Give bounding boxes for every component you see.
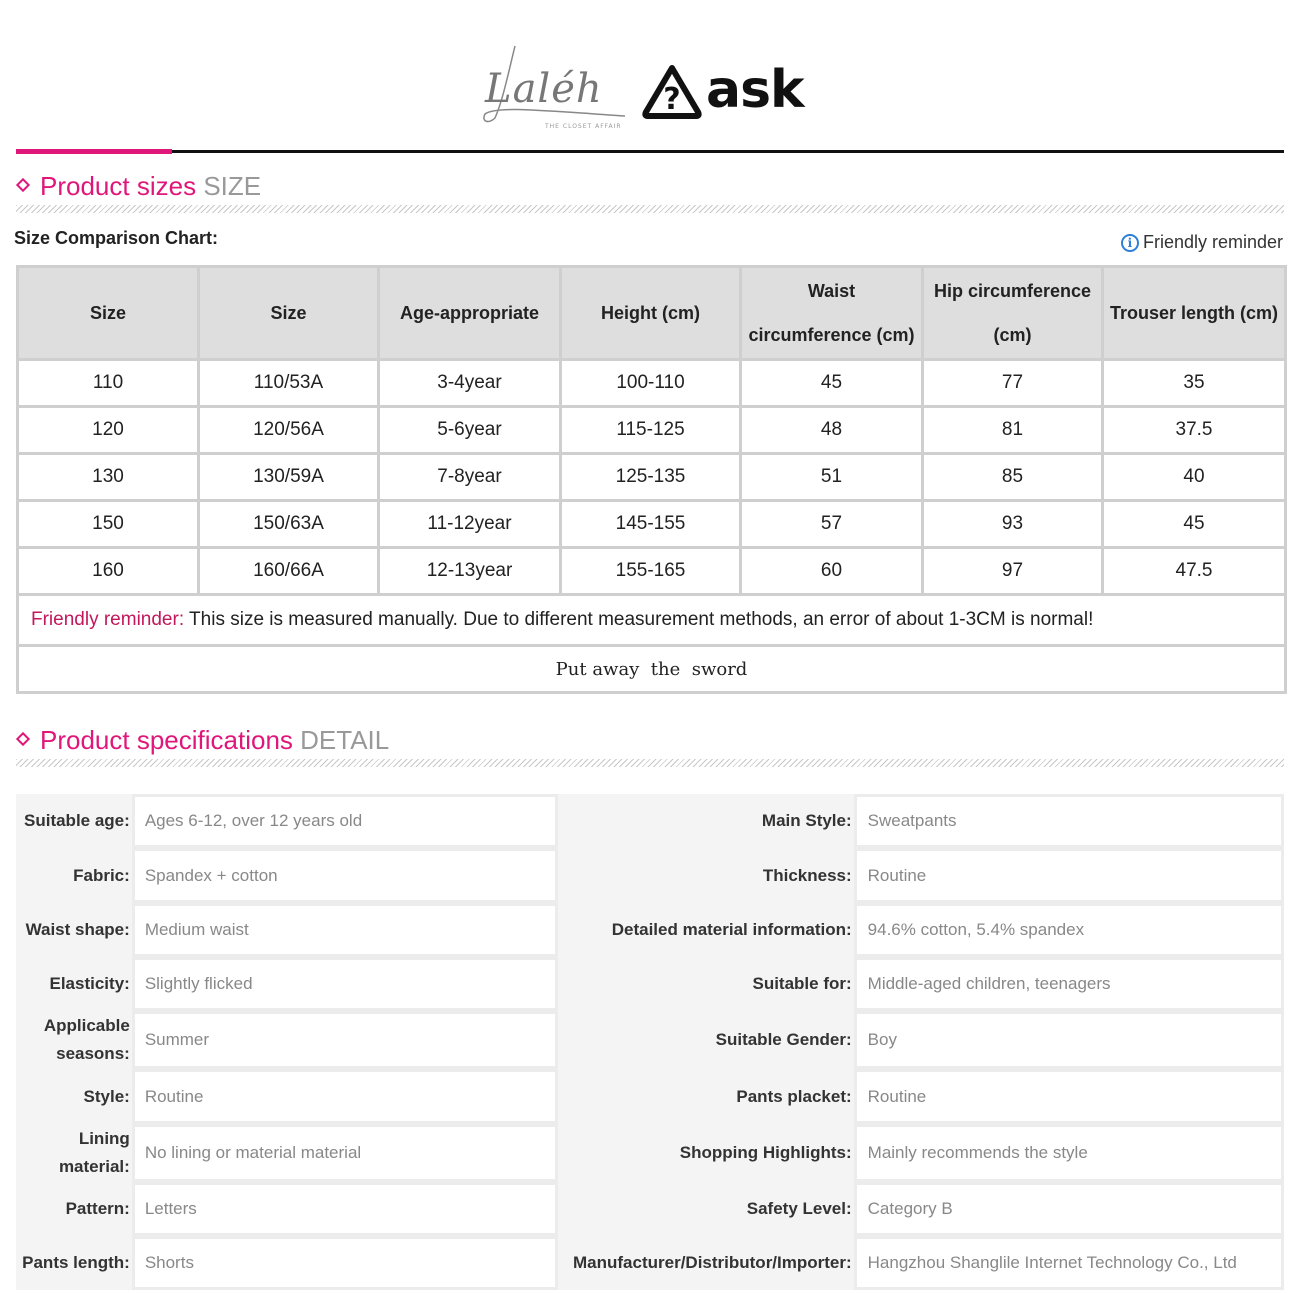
spec-key: Applicable seasons: [43,1016,130,1063]
spec-value: Category B [854,1182,1284,1236]
table-row [18,501,1286,548]
table-cell: 115-125 [561,407,741,454]
hatch-divider [16,759,1284,767]
spec-key: Pattern: [65,1199,130,1218]
table-cell: 100-110 [561,360,741,407]
svg-text:?: ? [663,82,681,117]
table-cell: 155-165 [561,548,741,595]
laleh-wordmark: Laléh [485,66,603,112]
table-cell: 45 [741,360,923,407]
ask-wordmark: ask [706,60,804,120]
header-size: Size [18,267,199,360]
spec-value: Routine [854,848,1284,903]
table-cell: 150 [18,501,199,548]
table-cell: 57 [741,501,923,548]
laleh-tagline: THE CLOSET AFFAIR [545,123,622,130]
top-divider-accent [16,149,172,154]
spec-value: Boy [854,1011,1284,1069]
spec-value: Spandex + cotton [132,848,558,903]
table-cell: 130/59A [199,454,379,501]
table-cell: 150/63A [199,501,379,548]
spec-value: Summer [132,1011,558,1069]
table-row [18,360,1286,407]
spec-key: Suitable Gender: [715,1030,852,1049]
table-cell: 110 [18,360,199,407]
size-footer-cell: Put away the sword [18,646,1286,693]
brand-header [0,30,1293,130]
table-cell: 120/56A [199,407,379,454]
spec-key: Manufacturer/Distributor/Importer: [573,1253,852,1272]
spec-value: Medium waist [132,903,558,957]
spec-key: Suitable for: [752,974,852,993]
table-cell: 130 [18,454,199,501]
spec-value: Ages 6-12, over 12 years old [132,794,558,848]
header-size-code: Size [199,267,379,360]
spec-section-title [40,725,389,755]
diamond-bullet-icon [16,732,30,746]
spec-value: Routine [132,1069,558,1124]
header-hip: Hip circumference (cm) [923,267,1103,360]
spec-key: Elasticity: [49,974,130,993]
diamond-bullet-icon [16,178,30,192]
table-cell: 37.5 [1103,407,1286,454]
size-note-cell [18,595,1286,646]
spec-value: Letters [132,1182,558,1236]
size-title-text: Product sizes [40,171,197,201]
table-row [18,548,1286,595]
table-cell: 145-155 [561,501,741,548]
table-cell: 81 [923,407,1103,454]
table-cell: 45 [1103,501,1286,548]
spec-value: Mainly recommends the style [854,1124,1284,1182]
spec-value: Hangzhou Shanglile Internet Technology Co., Ltd [854,1236,1284,1290]
ask-logo-icon [642,64,702,120]
table-cell: 160/66A [199,548,379,595]
friendly-reminder-label: Friendly reminder [1142,232,1283,252]
table-cell: 125-135 [561,454,741,501]
spec-row [16,848,1284,903]
spec-row [16,1124,1284,1182]
header-waist: Waist circumference (cm) [741,267,923,360]
header-height: Height (cm) [561,267,741,360]
spec-value: 94.6% cotton, 5.4% spandex [854,903,1284,957]
spec-row [16,957,1284,1011]
header-age: Age-appropriate [379,267,561,360]
ask-logo [642,60,822,120]
spec-title-text: Product specifications [40,725,293,755]
size-section-heading [16,171,1284,201]
table-row [18,407,1286,454]
table-cell: 5-6year [379,407,561,454]
spec-table [16,794,1284,1290]
table-cell: 51 [741,454,923,501]
table-cell: 35 [1103,360,1286,407]
spec-value: Middle-aged children, teenagers [854,957,1284,1011]
spec-section-heading [16,725,1284,755]
hatch-divider [16,205,1284,213]
top-divider [16,150,1284,153]
table-cell: 11-12year [379,501,561,548]
table-cell: 85 [923,454,1103,501]
size-chart-table [16,265,1287,694]
header-trouser-length: Trouser length (cm) [1103,267,1286,360]
spec-key: Detailed material information: [611,920,852,939]
size-footer-row [18,646,1286,693]
spec-title-en: DETAIL [300,725,390,755]
spec-key: Safety Level: [746,1199,852,1218]
spec-value: Slightly flicked [132,957,558,1011]
table-cell: 7-8year [379,454,561,501]
spec-value: Routine [854,1069,1284,1124]
friendly-reminder-link[interactable] [1121,232,1283,253]
note-key: Friendly reminder: [31,609,185,630]
table-cell: 48 [741,407,923,454]
table-cell: 120 [18,407,199,454]
spec-row [16,1236,1284,1290]
size-title-en: SIZE [203,171,262,201]
spec-key: Main Style: [761,811,852,830]
spec-key: Waist shape: [25,920,130,939]
table-cell: 12-13year [379,548,561,595]
size-section-title [40,171,261,201]
table-cell: 47.5 [1103,548,1286,595]
spec-row [16,903,1284,957]
spec-key: Shopping Highlights: [679,1143,852,1162]
spec-key: Pants placket: [736,1086,852,1106]
table-cell: 93 [923,501,1103,548]
note-text: This size is measured manually. Due to different measurement methods, an error of about 1-3CM is normal! [184,609,1094,630]
table-cell: 60 [741,548,923,595]
spec-key: Fabric: [73,865,130,885]
size-note-row [18,595,1286,646]
laleh-logo [475,40,635,130]
table-cell: 97 [923,548,1103,595]
table-cell: 40 [1103,454,1286,501]
table-cell: 160 [18,548,199,595]
spec-key: Pants length: [22,1253,130,1272]
table-row [18,454,1286,501]
size-table-header-row [18,267,1286,360]
spec-row [16,1069,1284,1124]
spec-row [16,1182,1284,1236]
table-cell: 110/53A [199,360,379,407]
spec-row [16,1011,1284,1069]
size-chart-label: Size Comparison Chart: [14,228,219,248]
spec-key: Suitable age: [24,811,130,830]
spec-key: Thickness: [762,865,852,885]
spec-value: No lining or material material [132,1124,558,1182]
spec-row [16,794,1284,848]
table-cell: 3-4year [379,360,561,407]
spec-value: Sweatpants [854,794,1284,848]
spec-value: Shorts [132,1236,558,1290]
table-cell: 77 [923,360,1103,407]
spec-key: Style: [83,1086,130,1106]
info-icon: i [1121,234,1139,252]
spec-key: Lining material: [58,1129,130,1176]
